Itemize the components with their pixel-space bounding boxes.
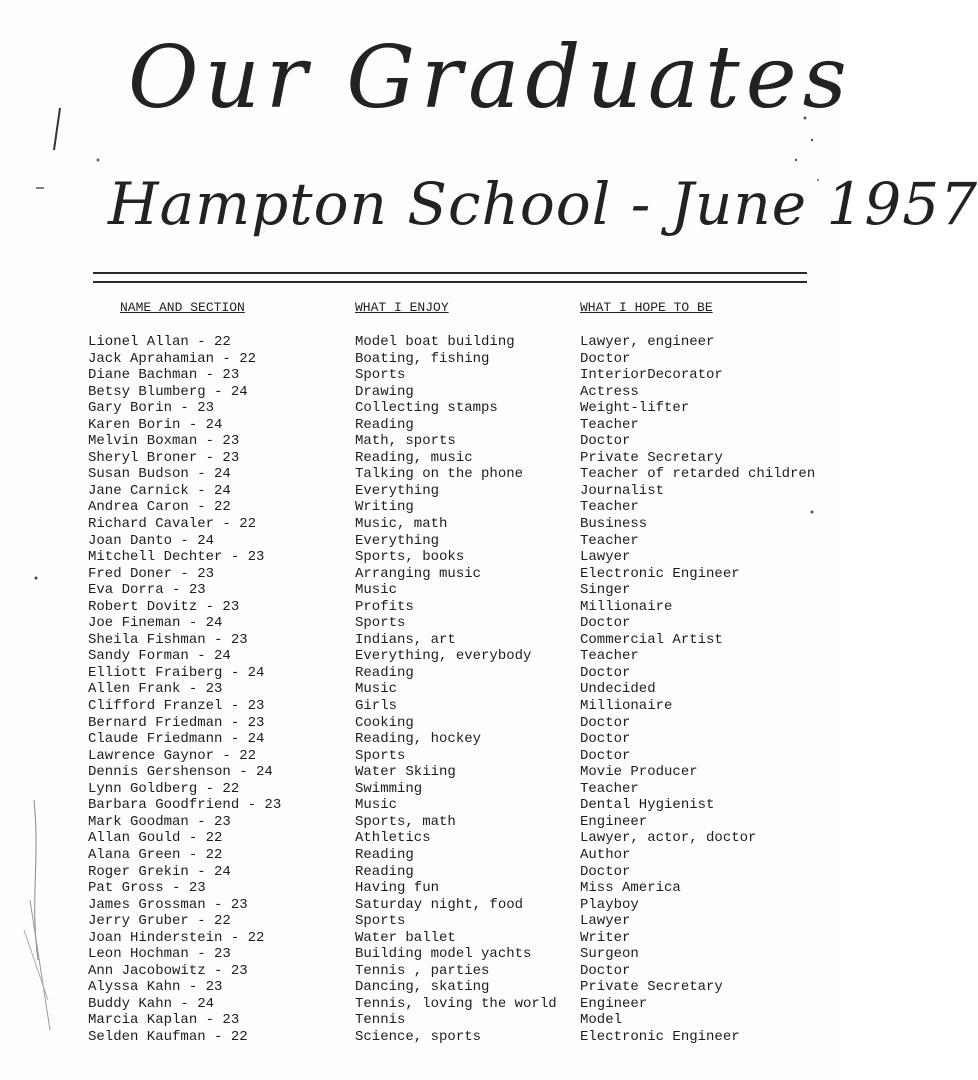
graduate-hope: Teacher <box>580 499 639 516</box>
column-header-enjoy: WHAT I ENJOY <box>355 300 449 315</box>
graduate-enjoy: Water ballet <box>355 929 456 946</box>
graduate-enjoy: Having fun <box>355 880 440 897</box>
graduate-row <box>0 599 840 616</box>
graduate-hope: Doctor <box>580 731 631 748</box>
graduate-name-section: Allen Frank - 23 <box>88 681 223 698</box>
graduate-hope: Teacher <box>580 416 639 433</box>
graduate-enjoy: Reading, hockey <box>355 731 482 748</box>
graduate-row <box>0 516 840 533</box>
graduate-hope: Private Secretary <box>580 449 723 466</box>
graduate-row <box>0 533 840 550</box>
graduate-row <box>0 830 840 847</box>
graduate-enjoy: Writing <box>355 499 414 516</box>
graduate-name-section: Lionel Allan - 22 <box>88 334 231 350</box>
graduate-list <box>0 334 840 1046</box>
graduate-hope: Movie Producer <box>580 764 698 781</box>
graduate-hope: Teacher <box>580 648 639 665</box>
graduate-name-section: Marcia Kaplan - 23 <box>88 1012 240 1029</box>
graduate-hope: Electronic Engineer <box>580 1028 740 1045</box>
graduate-row <box>0 897 840 914</box>
graduate-enjoy: Reading, music <box>355 449 473 466</box>
graduate-hope: Lawyer <box>580 913 631 930</box>
graduate-name-section: Barbara Goodfriend - 23 <box>88 797 282 814</box>
graduate-row <box>0 466 840 483</box>
graduate-enjoy: Sports <box>355 615 406 632</box>
graduate-row <box>0 715 840 732</box>
graduate-row <box>0 880 840 897</box>
graduate-row <box>0 963 840 980</box>
graduate-hope: Teacher <box>580 780 639 797</box>
graduate-row <box>0 648 840 665</box>
graduate-hope: Electronic Engineer <box>580 565 740 582</box>
graduate-enjoy: Everything <box>355 532 440 549</box>
graduate-row <box>0 566 840 583</box>
graduate-name-section: Joe Fineman - 24 <box>88 615 223 632</box>
graduate-name-section: Susan Budson - 24 <box>88 466 231 483</box>
graduate-enjoy: Cooking <box>355 714 414 731</box>
graduate-enjoy: Everything <box>355 482 440 499</box>
graduate-row <box>0 1012 840 1029</box>
graduate-hope: Millionaire <box>580 598 673 615</box>
graduate-hope: Private Secretary <box>580 979 723 996</box>
graduate-row <box>0 665 840 682</box>
graduate-row <box>0 615 840 632</box>
graduate-name-section: Gary Borin - 23 <box>88 400 215 417</box>
graduate-enjoy: Music, math <box>355 516 448 533</box>
graduate-enjoy: Tennis , parties <box>355 962 490 979</box>
graduate-row <box>0 499 840 516</box>
graduate-enjoy: Model boat building <box>355 334 515 350</box>
graduate-row <box>0 814 840 831</box>
graduate-hope: Singer <box>580 582 631 599</box>
graduate-enjoy: Sports, math <box>355 813 456 830</box>
graduate-enjoy: Tennis <box>355 1012 406 1029</box>
graduate-name-section: Lawrence Gaynor - 22 <box>88 747 257 764</box>
graduate-row <box>0 549 840 566</box>
graduate-name-section: Sheryl Broner - 23 <box>88 449 240 466</box>
graduate-enjoy: Building model yachts <box>355 946 532 963</box>
graduate-hope: Model <box>580 1012 623 1029</box>
graduate-enjoy: Everything, everybody <box>355 648 532 665</box>
graduate-row <box>0 417 840 434</box>
graduate-row <box>0 483 840 500</box>
graduate-hope: Doctor <box>580 863 631 880</box>
graduate-name-section: Dennis Gershenson - 24 <box>88 764 273 781</box>
graduate-enjoy: Sports <box>355 747 406 764</box>
graduate-name-section: Allan Gould - 22 <box>88 830 223 847</box>
graduate-hope: Engineer <box>580 995 648 1012</box>
graduate-enjoy: Dancing, skating <box>355 979 490 996</box>
graduate-hope: Engineer <box>580 813 648 830</box>
graduate-enjoy: Profits <box>355 598 414 615</box>
graduate-row <box>0 797 840 814</box>
graduate-row <box>0 930 840 947</box>
graduate-row <box>0 582 840 599</box>
graduate-enjoy: Reading <box>355 664 414 681</box>
graduate-row <box>0 384 840 401</box>
graduate-hope: Teacher <box>580 532 639 549</box>
graduate-hope: Doctor <box>580 350 631 367</box>
graduate-row <box>0 351 840 368</box>
graduate-name-section: Leon Hochman - 23 <box>88 946 231 963</box>
graduate-name-section: Richard Cavaler - 22 <box>88 516 257 533</box>
graduate-hope: Miss America <box>580 880 681 897</box>
graduate-row <box>0 681 840 698</box>
graduate-enjoy: Water Skiing <box>355 764 456 781</box>
graduate-hope: Lawyer <box>580 549 631 566</box>
graduate-name-section: Sheila Fishman - 23 <box>88 631 248 648</box>
graduate-hope: Surgeon <box>580 946 639 963</box>
graduate-hope: Actress <box>580 383 639 400</box>
graduate-enjoy: Reading <box>355 846 414 863</box>
graduate-enjoy: Music <box>355 681 398 698</box>
graduate-enjoy: Reading <box>355 416 414 433</box>
graduate-name-section: Sandy Forman - 24 <box>88 648 231 665</box>
graduate-name-section: Melvin Boxman - 23 <box>88 433 240 450</box>
graduate-row <box>0 847 840 864</box>
graduate-name-section: Jack Aprahamian - 22 <box>88 350 257 367</box>
graduate-enjoy: Music <box>355 582 398 599</box>
graduate-name-section: Roger Grekin - 24 <box>88 863 231 880</box>
graduate-hope: Doctor <box>580 747 631 764</box>
graduate-name-section: Diane Bachman - 23 <box>88 367 240 384</box>
graduate-name-section: Joan Danto - 24 <box>88 532 215 549</box>
graduate-enjoy: Drawing <box>355 383 414 400</box>
graduate-name-section: Joan Hinderstein - 22 <box>88 929 265 946</box>
graduate-enjoy: Athletics <box>355 830 431 847</box>
graduate-enjoy: Math, sports <box>355 433 456 450</box>
graduate-name-section: Eva Dorra - 23 <box>88 582 206 599</box>
graduate-enjoy: Sports <box>355 367 406 384</box>
graduate-name-section: Jane Carnick - 24 <box>88 482 231 499</box>
graduate-hope: Doctor <box>580 615 631 632</box>
graduate-hope: InteriorDecorator <box>580 367 723 384</box>
graduate-row <box>0 698 840 715</box>
graduate-hope: Playboy <box>580 896 639 913</box>
graduate-enjoy: Sports <box>355 913 406 930</box>
graduate-hope: Business <box>580 516 648 533</box>
graduate-name-section: James Grossman - 23 <box>88 896 248 913</box>
graduate-hope: Weight-lifter <box>580 400 690 417</box>
graduate-hope: Dental Hygienist <box>580 797 715 814</box>
graduate-hope: Journalist <box>580 482 665 499</box>
graduate-row <box>0 748 840 765</box>
graduate-hope: Teacher of retarded children <box>580 466 816 483</box>
graduate-name-section: Bernard Friedman - 23 <box>88 714 265 731</box>
graduate-enjoy: Music <box>355 797 398 814</box>
graduate-row <box>0 400 840 417</box>
graduate-enjoy: Science, sports <box>355 1028 482 1045</box>
graduate-name-section: Mark Goodman - 23 <box>88 813 231 830</box>
graduate-hope: Lawyer, engineer <box>580 334 715 350</box>
graduate-enjoy: Collecting stamps <box>355 400 498 417</box>
graduate-name-section: Elliott Fraiberg - 24 <box>88 664 265 681</box>
graduate-enjoy: Saturday night, food <box>355 896 524 913</box>
graduate-name-section: Lynn Goldberg - 22 <box>88 780 240 797</box>
graduate-enjoy: Talking on the phone <box>355 466 524 483</box>
graduate-enjoy: Reading <box>355 863 414 880</box>
graduate-enjoy: Tennis, loving the world <box>355 995 557 1012</box>
graduate-enjoy: Girls <box>355 698 398 715</box>
graduate-name-section: Betsy Blumberg - 24 <box>88 383 248 400</box>
graduate-name-section: Alana Green - 22 <box>88 846 223 863</box>
graduate-enjoy: Arranging music <box>355 565 482 582</box>
graduate-row <box>0 632 840 649</box>
page-subtitle: Hampton School - June 1957 <box>108 170 978 238</box>
graduate-row <box>0 1029 840 1046</box>
graduate-row <box>0 334 840 351</box>
graduate-hope: Millionaire <box>580 698 673 715</box>
graduate-name-section: Selden Kaufman - 22 <box>88 1028 248 1045</box>
graduate-row <box>0 913 840 930</box>
graduate-name-section: Ann Jacobowitz - 23 <box>88 962 248 979</box>
graduate-hope: Writer <box>580 929 631 946</box>
graduate-hope: Undecided <box>580 681 656 698</box>
graduate-name-section: Fred Doner - 23 <box>88 565 215 582</box>
graduate-hope: Doctor <box>580 664 631 681</box>
graduate-hope: Doctor <box>580 962 631 979</box>
divider-rule <box>93 281 807 283</box>
column-header-name: NAME AND SECTION <box>120 300 245 315</box>
graduate-hope: Author <box>580 846 631 863</box>
graduate-name-section: Buddy Kahn - 24 <box>88 995 215 1012</box>
graduate-row <box>0 450 840 467</box>
graduate-name-section: Andrea Caron - 22 <box>88 499 231 516</box>
graduate-row <box>0 979 840 996</box>
graduate-row <box>0 996 840 1013</box>
graduate-enjoy: Boating, fishing <box>355 350 490 367</box>
graduate-name-section: Mitchell Dechter - 23 <box>88 549 265 566</box>
page-title: Our Graduates <box>128 28 853 128</box>
graduate-row <box>0 764 840 781</box>
graduate-row <box>0 864 840 881</box>
graduate-hope: Doctor <box>580 714 631 731</box>
graduate-name-section: Alyssa Kahn - 23 <box>88 979 223 996</box>
graduate-enjoy: Indians, art <box>355 631 456 648</box>
graduate-row <box>0 731 840 748</box>
graduate-enjoy: Sports, books <box>355 549 465 566</box>
graduate-name-section: Claude Friedmann - 24 <box>88 731 265 748</box>
column-header-hope: WHAT I HOPE TO BE <box>580 300 713 315</box>
graduate-name-section: Robert Dovitz - 23 <box>88 598 240 615</box>
divider-rule <box>93 272 807 274</box>
graduate-row <box>0 781 840 798</box>
graduate-name-section: Karen Borin - 24 <box>88 416 223 433</box>
graduate-row <box>0 433 840 450</box>
graduate-hope: Commercial Artist <box>580 631 723 648</box>
graduate-name-section: Clifford Franzel - 23 <box>88 698 265 715</box>
graduate-row <box>0 946 840 963</box>
graduate-hope: Doctor <box>580 433 631 450</box>
graduate-row <box>0 367 840 384</box>
graduate-name-section: Jerry Gruber - 22 <box>88 913 231 930</box>
graduate-name-section: Pat Gross - 23 <box>88 880 206 897</box>
graduate-hope: Lawyer, actor, doctor <box>580 830 757 847</box>
graduate-enjoy: Swimming <box>355 780 423 797</box>
